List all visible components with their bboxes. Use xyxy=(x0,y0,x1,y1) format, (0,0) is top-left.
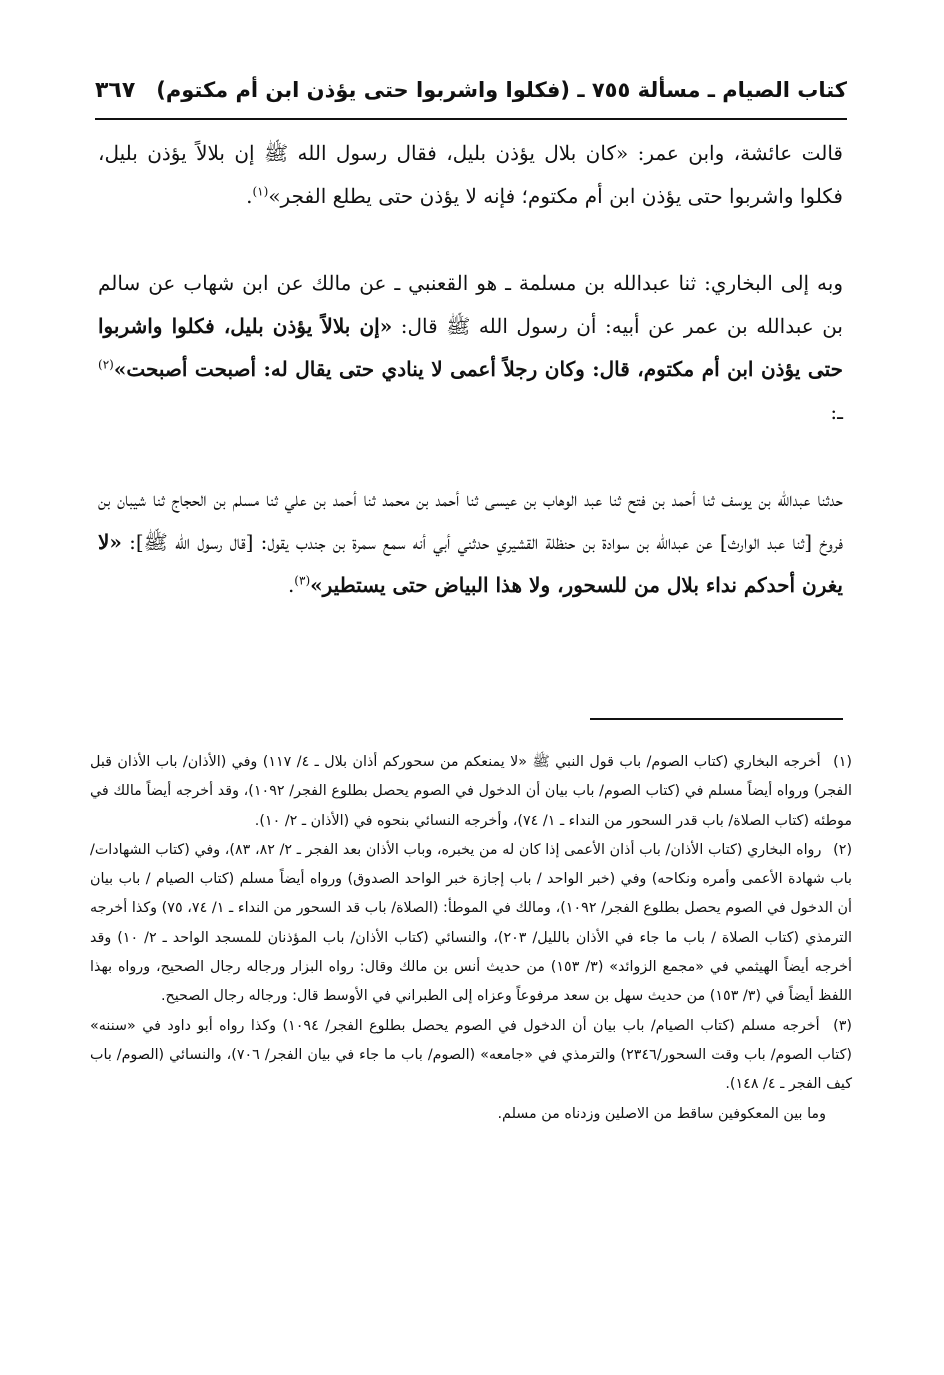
footnote-number: (١) xyxy=(833,754,852,770)
footnote-reference: (٢) xyxy=(98,357,114,372)
paragraph-text: حدثنا عبدالله بن يوسف ثنا أحمد بن فتح ثنا عبد الوهاب بن عيسى ثنا أحمد بن محمد ثنا أحمد بن علي ثنا مسلم بن الحجاج ثنا شيبان بن فروخ [ثنا عبد الوارث] عن عبدالله بن سوادة بن حنظلة القشيري حدثني أبي أنه سمع سمرة بن جندب يقول: [قال رسول الله ﷺ]: xyxy=(98,487,843,554)
page-number: ٣٦٧ xyxy=(95,77,136,103)
footnote-2 xyxy=(90,836,852,1012)
footnote-number: (٣) xyxy=(833,1017,852,1034)
footnote-reference: (٣) xyxy=(294,573,311,588)
paragraph-bukhari-chain xyxy=(98,262,843,434)
footnote-text: أخرجه البخاري (كتاب الصوم/ باب قول النبي ﷺ «لا يمنعكم من سحوركم أذان بلال ـ ٤/ ١١٧) وفي (الأذان/ باب الأذان قبل الفجر) ورواه أيضاً مسلم في (كتاب الصوم/ باب بيان أن الدخول في الصوم يحصل بطلوع الفجر/ ١٠٩٢)، وقد أخرجه أيضاً مالك في موطئه (كتاب الصلاة/ باب قدر السحور من النداء ـ ١/ ٧٤)، وأخرجه النسائي بنحوه في (الأذان ـ ٢/ ١٠). xyxy=(90,754,852,829)
header-title: كتاب الصيام ـ مسألة ٧٥٥ ـ (فكلوا واشربوا حتى يؤذن ابن أم مكتوم) xyxy=(156,78,847,102)
paragraph-tail: . xyxy=(246,184,253,208)
paragraph-samura-chain xyxy=(98,478,843,607)
footnote-1 xyxy=(90,748,852,836)
footnotes-section xyxy=(90,748,852,1129)
footnote-text: رواه البخاري (كتاب الأذان/ باب أذان الأعمى إذا كان له من يخبره، وباب الأذان بعد الفجر ـ ٢/ ٨٢، ٨٣)، وفي (كتاب الشهادات/ باب شهادة الأعمى وأمره ونكاحه) وفي (خبر الواحد / باب إجازة خبر الواحد الصدوق) ورواه أيضاً مسلم (كتاب الصيام / باب بيان أن الدخول في الصوم يحصل بطلوع الفجر/ ١٠٩٢)، ومالك في الموطأ: (الصلاة/ باب قد السحور من النداء ـ ١/ ٧٤، ٧٥) وكذا أخرجه الترمذي (كتاب الصلاة / باب ما جاء في الأذان بالليل/ ٢٠٣)، والنسائي (كتاب الأذان/ باب المؤذنان للمسجد الواحد ـ ٢/ ١٠) وقد أخرجه أيضاً الهيثمي في «مجمع الزوائد» (٣/ ١٥٣) من حديث أنس بن مالك وقال: رواه البزار ورجاله رجال الصحيح، ورواه بهذا اللفظ أيضاً في (٣/ ١٥٣) من حديث سهل بن سعد مرفوعاً وعزاه إلى الطبراني في الأوسط قال: ورجاله رجال الصحيح. xyxy=(90,841,852,1005)
paragraph-tail: . xyxy=(287,573,295,597)
hadith-text: «إن بلالاً يؤذن بليل، فكلوا واشربوا حتى يؤذن ابن أم مكتوم، قال: وكان رجلاً أعمى لا ينادي حتى يقال له: أصبحت أصبحت» xyxy=(98,314,843,381)
footnote-divider xyxy=(590,718,843,720)
hadith-text: «لا يغرن أحدكم نداء بلال من للسحور، ولا هذا البياض حتى يستطير» xyxy=(98,530,843,597)
footnote-reference: (١) xyxy=(252,184,269,199)
footnote-editorial-note: وما بين المعكوفين ساقط من الاصلين وزدناه من مسلم. xyxy=(497,1105,826,1122)
paragraph-aisha-ibn-umar xyxy=(98,132,843,218)
main-text xyxy=(98,132,843,607)
footnote-text: أخرجه مسلم (كتاب الصيام/ باب بيان أن الدخول في الصوم يحصل بطلوع الفجر/ ١٠٩٤) وكذا رواه أبو داود في «سننه» (كتاب الصوم/ باب وقت السحور/٢٣٤٦) والترمذي في «جامعه» (الصوم/ باب ما جاء في بيان الفجر/ ٧٠٦)، والنسائي (الصوم/ باب كيف الفجر ـ ٤/ ١٤٨). xyxy=(90,1017,852,1093)
running-header xyxy=(95,62,847,120)
paragraph-text: وبه إلى البخاري: ثنا عبدالله بن مسلمة ـ هو القعنبي ـ عن مالك عن ابن شهاب عن سالم بن عبدالله بن عمر عن أبيه: أن رسول الله ﷺ قال: xyxy=(98,271,843,338)
paragraph-text: قالت عائشة، وابن عمر: «كان بلال يؤذن بليل، فقال رسول الله ﷺ إن بلالاً يؤذن بليل، فكلوا واشربوا حتى يؤذن ابن أم مكتوم؛ فإنه لا يؤذن حتى يطلع الفجر» xyxy=(98,141,843,208)
footnote-number: (٢) xyxy=(833,841,853,858)
paragraph-tail: ـ: xyxy=(830,400,843,424)
footnote-3 xyxy=(90,1012,852,1100)
